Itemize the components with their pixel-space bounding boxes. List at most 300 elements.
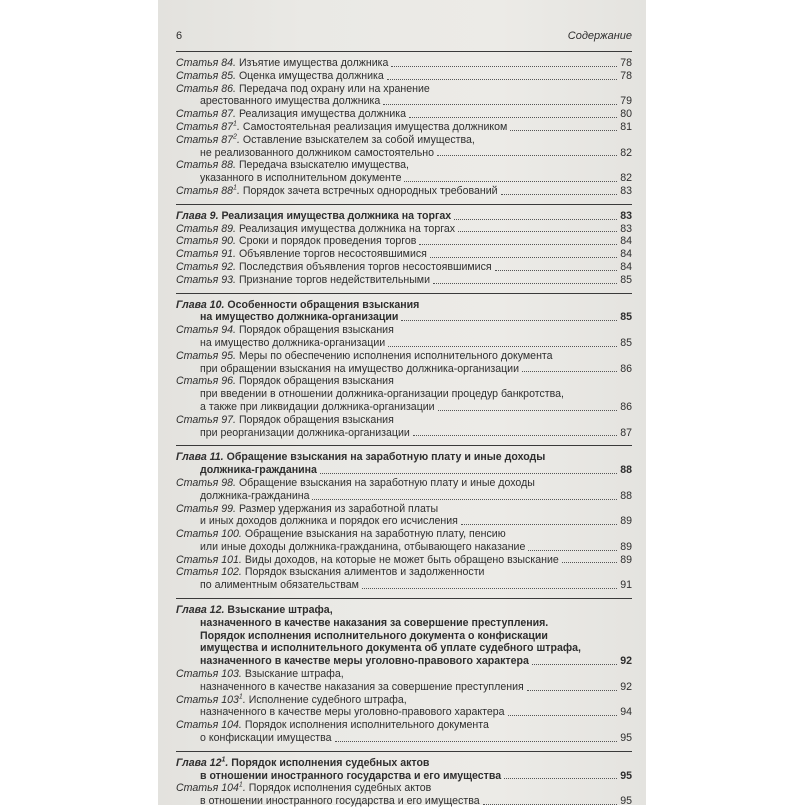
article-label bbox=[176, 503, 236, 515]
entry-text-wrap bbox=[176, 159, 409, 171]
dot-leader bbox=[495, 270, 618, 271]
dot-leader bbox=[401, 320, 617, 321]
entry-title: должника-гражданина bbox=[200, 489, 310, 502]
entry-title: Виды доходов, на которые не может быть обращено взыскание bbox=[244, 553, 559, 566]
dot-leader bbox=[362, 588, 617, 589]
article-label bbox=[176, 477, 236, 489]
entry-page-number: 95 bbox=[620, 795, 632, 808]
label-number: Статья 104. bbox=[176, 719, 242, 732]
entry-title: Взыскание штрафа, bbox=[244, 668, 344, 681]
article-label bbox=[176, 108, 236, 120]
dot-leader bbox=[522, 371, 617, 372]
entry-text-wrap bbox=[200, 363, 519, 376]
label-superscript: 1 bbox=[238, 781, 243, 789]
dot-leader bbox=[430, 257, 617, 258]
dot-leader bbox=[409, 117, 617, 118]
dot-leader bbox=[510, 130, 617, 131]
entry-title: в отношении иностранного государства и его имущества bbox=[200, 769, 502, 782]
entry-page-number: 87 bbox=[620, 426, 632, 439]
entry-text-wrap bbox=[176, 604, 333, 616]
entry-page-number: 81 bbox=[620, 120, 632, 133]
entry-title: в отношении иностранного государства и его имущества bbox=[200, 795, 480, 808]
label-number: Глава 10. bbox=[176, 298, 225, 311]
toc-entry bbox=[176, 668, 632, 681]
entry-text-wrap bbox=[200, 579, 359, 592]
toc-entry bbox=[176, 477, 632, 490]
entry-title: указанного в исполнительном документе bbox=[200, 172, 402, 185]
entry-text-wrap bbox=[176, 414, 394, 426]
entry-title: должника-гражданина bbox=[200, 464, 317, 477]
article-label bbox=[176, 70, 236, 82]
toc-entry bbox=[176, 172, 632, 185]
entry-title: Порядок исполнения судебных актов bbox=[231, 756, 430, 769]
article-label bbox=[176, 57, 236, 69]
entry-title: назначенного в качестве наказания за совершение преступления bbox=[200, 680, 524, 693]
label-number: Статья 88. bbox=[176, 159, 236, 172]
label-number: Статья 86. bbox=[176, 82, 236, 95]
entry-page-number: 79 bbox=[620, 95, 632, 108]
article-label bbox=[176, 261, 236, 273]
dot-leader bbox=[532, 664, 617, 665]
entry-text-wrap bbox=[176, 299, 419, 311]
toc-entry bbox=[176, 159, 632, 172]
toc-entry bbox=[176, 57, 632, 70]
toc-entry bbox=[176, 388, 632, 401]
entry-title: Передача взыскателю имущества, bbox=[238, 159, 409, 172]
toc-entry bbox=[176, 732, 632, 745]
toc-entry bbox=[176, 185, 632, 198]
article-label bbox=[176, 719, 242, 731]
entry-page-number: 85 bbox=[620, 273, 632, 286]
entry-page-number: 80 bbox=[620, 108, 632, 121]
toc-entry bbox=[176, 261, 632, 274]
article-label bbox=[176, 235, 236, 247]
entry-title: Оставление взыскателем за собой имущества, bbox=[242, 133, 475, 146]
entry-page-number: 92 bbox=[620, 680, 632, 693]
entry-title: Обращение взыскания на заработную плату, пенсию bbox=[244, 528, 506, 541]
toc-entry bbox=[176, 566, 632, 579]
toc-entry bbox=[176, 223, 632, 236]
entry-title: Обращение взыскания на заработную плату и иные доходы bbox=[238, 476, 535, 489]
label-number: Статья 97. bbox=[176, 413, 236, 426]
toc-entry bbox=[176, 427, 632, 440]
article-label bbox=[176, 694, 246, 706]
entry-title: при обращении взыскания на имущество должника-организации bbox=[200, 362, 520, 375]
label-period: . bbox=[236, 133, 240, 146]
label-number: Статья 95. bbox=[176, 349, 236, 362]
chapter-entry bbox=[176, 770, 632, 783]
label-superscript: 1 bbox=[233, 184, 237, 192]
toc-entry bbox=[176, 515, 632, 528]
entry-page-number: 85 bbox=[620, 311, 632, 324]
entry-title: Взыскание штрафа, bbox=[227, 604, 333, 617]
section-divider bbox=[176, 445, 632, 446]
toc-entry bbox=[176, 235, 632, 248]
section-divider bbox=[176, 751, 632, 752]
toc-entry bbox=[176, 554, 632, 567]
chapter-entry bbox=[176, 299, 632, 312]
entry-page-number: 84 bbox=[620, 248, 632, 261]
article-label bbox=[176, 554, 242, 566]
toc-entry bbox=[176, 681, 632, 694]
entry-page-number: 89 bbox=[620, 540, 632, 553]
label-number: Статья 87 bbox=[176, 120, 234, 133]
entry-title: а также при ликвидации должника-организации bbox=[200, 400, 435, 413]
chapter-label bbox=[176, 210, 219, 222]
toc-entry bbox=[176, 147, 632, 160]
entry-text-wrap bbox=[176, 235, 416, 248]
article-label bbox=[176, 375, 236, 387]
chapter-entry bbox=[176, 604, 632, 617]
entry-page-number: 84 bbox=[620, 235, 632, 248]
label-number: Статья 88 bbox=[176, 184, 234, 197]
entry-title: о конфискации имущества bbox=[200, 732, 332, 745]
entry-title: Изъятие имущества должника bbox=[238, 57, 389, 69]
entry-title: на имущество должника-организации bbox=[200, 311, 399, 324]
entry-text-wrap bbox=[200, 706, 505, 719]
entry-title: арестованного имущества должника bbox=[200, 95, 381, 108]
entry-text-wrap bbox=[176, 261, 492, 274]
entry-title: Обращение взыскания на заработную плату и иные доходы bbox=[226, 451, 546, 464]
entry-title: Исполнение судебного штрафа, bbox=[248, 693, 407, 706]
entry-title: Порядок взыскания алиментов и задолженности bbox=[244, 566, 485, 579]
entry-text-wrap bbox=[200, 147, 434, 160]
article-label bbox=[176, 566, 242, 578]
label-number: Статья 102. bbox=[176, 566, 242, 579]
toc-entry bbox=[176, 324, 632, 337]
entry-title: Реализация имущества должника bbox=[238, 108, 407, 121]
entry-title: Особенности обращения взыскания bbox=[227, 298, 420, 311]
entry-title: имущества и исполнительного документа об уплате судебного штрафа, bbox=[200, 642, 581, 655]
label-period: . bbox=[242, 782, 246, 795]
entry-title: при введении в отношении должника-организации процедур банкротства, bbox=[200, 388, 564, 401]
entry-text-wrap bbox=[176, 782, 431, 794]
entry-title: Передача под охрану или на хранение bbox=[238, 82, 430, 95]
label-superscript: 1 bbox=[233, 120, 237, 128]
table-of-contents bbox=[176, 45, 632, 808]
toc-entry bbox=[176, 490, 632, 503]
chapter-label bbox=[176, 757, 228, 769]
entry-text-wrap bbox=[200, 311, 398, 324]
toc-entry bbox=[176, 694, 632, 707]
entry-text-wrap bbox=[200, 95, 380, 108]
label-number: Статья 103 bbox=[176, 693, 239, 706]
entry-title: Оценка имущества должника bbox=[238, 69, 384, 82]
dot-leader bbox=[438, 410, 618, 411]
entry-title: назначенного в качестве меры уголовно-правового характера bbox=[200, 655, 529, 668]
label-number: Статья 98. bbox=[176, 476, 236, 489]
article-label bbox=[176, 121, 240, 133]
toc-entry bbox=[176, 579, 632, 592]
entry-text-wrap bbox=[200, 617, 548, 629]
entry-text-wrap bbox=[200, 337, 385, 350]
entry-title: Сроки и порядок проведения торгов bbox=[238, 235, 417, 248]
entry-text-wrap bbox=[176, 451, 545, 463]
entry-text-wrap bbox=[200, 388, 564, 400]
entry-page-number: 95 bbox=[620, 769, 632, 782]
entry-title: Реализация имущества должника на торгах bbox=[221, 209, 452, 222]
label-number: Статья 87 bbox=[176, 133, 234, 146]
dot-leader bbox=[527, 690, 617, 691]
label-number: Статья 91. bbox=[176, 248, 236, 261]
chapter-entry bbox=[176, 451, 632, 464]
entry-text-wrap bbox=[176, 324, 394, 336]
entry-text-wrap bbox=[176, 566, 484, 578]
entry-page-number: 78 bbox=[620, 57, 632, 69]
toc-entry bbox=[176, 350, 632, 363]
dot-leader bbox=[504, 778, 617, 779]
dot-leader bbox=[387, 79, 617, 80]
entry-text-wrap bbox=[200, 401, 435, 414]
dot-leader bbox=[461, 524, 617, 525]
dot-leader bbox=[562, 562, 617, 563]
entry-page-number: 83 bbox=[620, 222, 632, 235]
entry-text-wrap bbox=[176, 274, 430, 287]
article-label bbox=[176, 83, 236, 95]
label-number: Статья 94. bbox=[176, 324, 236, 337]
toc-entry bbox=[176, 108, 632, 121]
entry-text-wrap bbox=[176, 108, 406, 121]
toc-entry bbox=[176, 375, 632, 388]
toc-entry bbox=[176, 782, 632, 795]
toc-entry bbox=[176, 134, 632, 147]
entry-text-wrap bbox=[176, 70, 384, 83]
chapter-label bbox=[176, 299, 224, 311]
entry-text-wrap bbox=[200, 464, 317, 477]
label-number: Статья 85. bbox=[176, 69, 236, 82]
entry-text-wrap bbox=[200, 515, 458, 528]
entry-page-number: 88 bbox=[620, 489, 632, 502]
article-label bbox=[176, 528, 242, 540]
label-number: Статья 100. bbox=[176, 528, 242, 541]
entry-title: Порядок исполнения исполнительного документа о конфискации bbox=[200, 629, 548, 642]
entry-text-wrap bbox=[176, 554, 559, 567]
section-divider bbox=[176, 204, 632, 205]
entry-text-wrap bbox=[176, 503, 438, 515]
toc-entry bbox=[176, 337, 632, 350]
entry-page-number: 91 bbox=[620, 579, 632, 592]
entry-page-number: 82 bbox=[620, 146, 632, 159]
entry-title: Порядок обращения взыскания bbox=[238, 413, 394, 426]
entry-text-wrap bbox=[176, 83, 430, 95]
entry-title: Меры по обеспечению исполнения исполнительного документа bbox=[238, 349, 553, 362]
entry-text-wrap bbox=[200, 427, 410, 440]
dot-leader bbox=[437, 155, 617, 156]
entry-text-wrap bbox=[200, 490, 309, 503]
chapter-entry bbox=[176, 464, 632, 477]
chapter-label bbox=[176, 604, 224, 616]
toc-entry bbox=[176, 248, 632, 261]
label-number: Статья 90. bbox=[176, 235, 236, 248]
label-number: Статья 103. bbox=[176, 668, 242, 681]
label-number: Статья 101. bbox=[176, 553, 242, 566]
toc-entry bbox=[176, 414, 632, 427]
label-number: Статья 93. bbox=[176, 273, 236, 286]
entry-title: Самостоятельная реализация имущества должником bbox=[242, 120, 508, 133]
dot-leader bbox=[413, 435, 617, 436]
entry-title: назначенного в качестве наказания за совершение преступления. bbox=[200, 616, 549, 629]
label-period: . bbox=[225, 756, 229, 769]
article-label bbox=[176, 414, 236, 426]
dot-leader bbox=[320, 473, 617, 474]
entry-title: назначенного в качестве меры уголовно-правового характера bbox=[200, 706, 505, 719]
entry-title: Порядок исполнения судебных актов bbox=[248, 782, 432, 795]
entry-title: Объявление торгов несостоявшимися bbox=[238, 248, 427, 261]
article-label bbox=[176, 159, 236, 171]
entry-page-number: 78 bbox=[620, 69, 632, 82]
entry-text-wrap bbox=[176, 248, 427, 261]
section-divider bbox=[176, 51, 632, 52]
toc-entry bbox=[176, 95, 632, 108]
article-label bbox=[176, 350, 236, 362]
entry-page-number: 83 bbox=[620, 184, 632, 197]
entry-text-wrap bbox=[176, 694, 407, 706]
dot-leader bbox=[458, 231, 617, 232]
entry-title: на имущество должника-организации bbox=[200, 336, 386, 349]
article-label bbox=[176, 185, 240, 197]
dot-leader bbox=[508, 715, 618, 716]
label-number: Глава 12. bbox=[176, 604, 225, 617]
dot-leader bbox=[388, 346, 617, 347]
label-number: Глава 12 bbox=[176, 756, 222, 769]
label-number: Статья 92. bbox=[176, 260, 236, 273]
entry-text-wrap bbox=[200, 642, 581, 654]
article-label bbox=[176, 134, 240, 146]
article-label bbox=[176, 223, 236, 235]
entry-text-wrap bbox=[176, 121, 507, 134]
article-label bbox=[176, 274, 236, 286]
toc-entry bbox=[176, 70, 632, 83]
label-period: . bbox=[242, 693, 246, 706]
entry-text-wrap bbox=[200, 655, 529, 668]
dot-leader bbox=[335, 741, 618, 742]
entry-title: не реализованного должником самостоятельно bbox=[200, 146, 435, 159]
article-label bbox=[176, 324, 236, 336]
chapter-entry bbox=[176, 311, 632, 324]
entry-text-wrap bbox=[200, 681, 524, 694]
toc-entry bbox=[176, 83, 632, 96]
entry-title: Порядок обращения взыскания bbox=[238, 375, 394, 388]
dot-leader bbox=[419, 244, 617, 245]
chapter-entry bbox=[176, 757, 632, 770]
label-number: Статья 99. bbox=[176, 502, 236, 515]
entry-page-number: 92 bbox=[620, 655, 632, 668]
label-number: Глава 9. bbox=[176, 209, 219, 222]
entry-title: Размер удержания из заработной платы bbox=[238, 502, 439, 515]
label-number: Статья 96. bbox=[176, 375, 236, 388]
toc-entry bbox=[176, 121, 632, 134]
entry-title: или иные доходы должника-гражданина, отбывающего наказание bbox=[200, 540, 526, 553]
entry-text-wrap bbox=[200, 172, 401, 185]
dot-leader bbox=[433, 283, 617, 284]
entry-page-number: 83 bbox=[620, 209, 632, 222]
entry-text-wrap bbox=[176, 185, 498, 198]
toc-entry bbox=[176, 503, 632, 516]
entry-text-wrap bbox=[176, 223, 455, 236]
label-number: Статья 84. bbox=[176, 57, 236, 69]
entry-text-wrap bbox=[176, 210, 451, 223]
dot-leader bbox=[312, 499, 617, 500]
entry-page-number: 89 bbox=[620, 553, 632, 566]
label-number: Статья 89. bbox=[176, 222, 236, 235]
toc-entry bbox=[176, 541, 632, 554]
dot-leader bbox=[383, 104, 617, 105]
entry-text-wrap bbox=[176, 757, 429, 769]
entry-text-wrap bbox=[176, 719, 489, 731]
entry-title: Порядок обращения взыскания bbox=[238, 324, 394, 337]
entry-text-wrap bbox=[176, 668, 344, 680]
entry-title: Порядок исполнения исполнительного документа bbox=[244, 719, 489, 732]
label-number: Статья 87. bbox=[176, 108, 236, 121]
label-period: . bbox=[236, 120, 240, 133]
label-period: . bbox=[236, 184, 240, 197]
entry-text-wrap bbox=[176, 57, 388, 70]
page-number: 6 bbox=[176, 30, 183, 42]
dot-leader bbox=[404, 181, 617, 182]
entry-title: при реорганизации должника-организации bbox=[200, 426, 410, 439]
entry-page-number: 84 bbox=[620, 260, 632, 273]
entry-text-wrap bbox=[200, 795, 480, 808]
entry-text-wrap bbox=[200, 630, 548, 642]
entry-title: Порядок зачета встречных однородных требований bbox=[242, 184, 498, 197]
chapter-entry bbox=[176, 655, 632, 668]
entry-page-number: 95 bbox=[620, 732, 632, 745]
chapter-label bbox=[176, 451, 224, 463]
book-page bbox=[158, 0, 646, 808]
section-divider bbox=[176, 293, 632, 294]
dot-leader bbox=[391, 66, 617, 67]
chapter-entry bbox=[176, 630, 632, 643]
toc-entry bbox=[176, 274, 632, 287]
entry-text-wrap bbox=[176, 350, 553, 362]
label-superscript: 2 bbox=[233, 133, 237, 141]
entry-page-number: 94 bbox=[620, 706, 632, 719]
entry-page-number: 88 bbox=[620, 464, 632, 477]
entry-text-wrap bbox=[176, 477, 535, 489]
chapter-entry bbox=[176, 617, 632, 630]
label-superscript: 1 bbox=[238, 693, 243, 701]
entry-title: Реализация имущества должника на торгах bbox=[238, 222, 456, 235]
entry-page-number: 82 bbox=[620, 172, 632, 185]
toc-entry bbox=[176, 719, 632, 732]
entry-title: Признание торгов недействительными bbox=[238, 273, 431, 286]
toc-entry bbox=[176, 795, 632, 808]
entry-text-wrap bbox=[176, 528, 506, 540]
section-title: Содержание bbox=[567, 30, 632, 42]
entry-text-wrap bbox=[200, 770, 501, 783]
article-label bbox=[176, 782, 246, 794]
dot-leader bbox=[528, 550, 617, 551]
chapter-entry bbox=[176, 210, 632, 223]
entry-text-wrap bbox=[176, 134, 475, 146]
dot-leader bbox=[501, 194, 618, 195]
dot-leader bbox=[454, 219, 617, 220]
toc-entry bbox=[176, 401, 632, 414]
entry-text-wrap bbox=[176, 375, 394, 387]
toc-entry bbox=[176, 363, 632, 376]
toc-entry bbox=[176, 528, 632, 541]
entry-page-number: 86 bbox=[620, 400, 632, 413]
entry-title: по алиментным обязательствам bbox=[200, 579, 359, 592]
chapter-entry bbox=[176, 642, 632, 655]
article-label bbox=[176, 248, 236, 260]
article-label bbox=[176, 668, 242, 680]
entry-text-wrap bbox=[200, 541, 525, 554]
entry-title: Последствия объявления торгов несостоявшимися bbox=[238, 260, 492, 273]
entry-text-wrap bbox=[200, 732, 332, 745]
entry-page-number: 85 bbox=[620, 336, 632, 349]
section-divider bbox=[176, 598, 632, 599]
